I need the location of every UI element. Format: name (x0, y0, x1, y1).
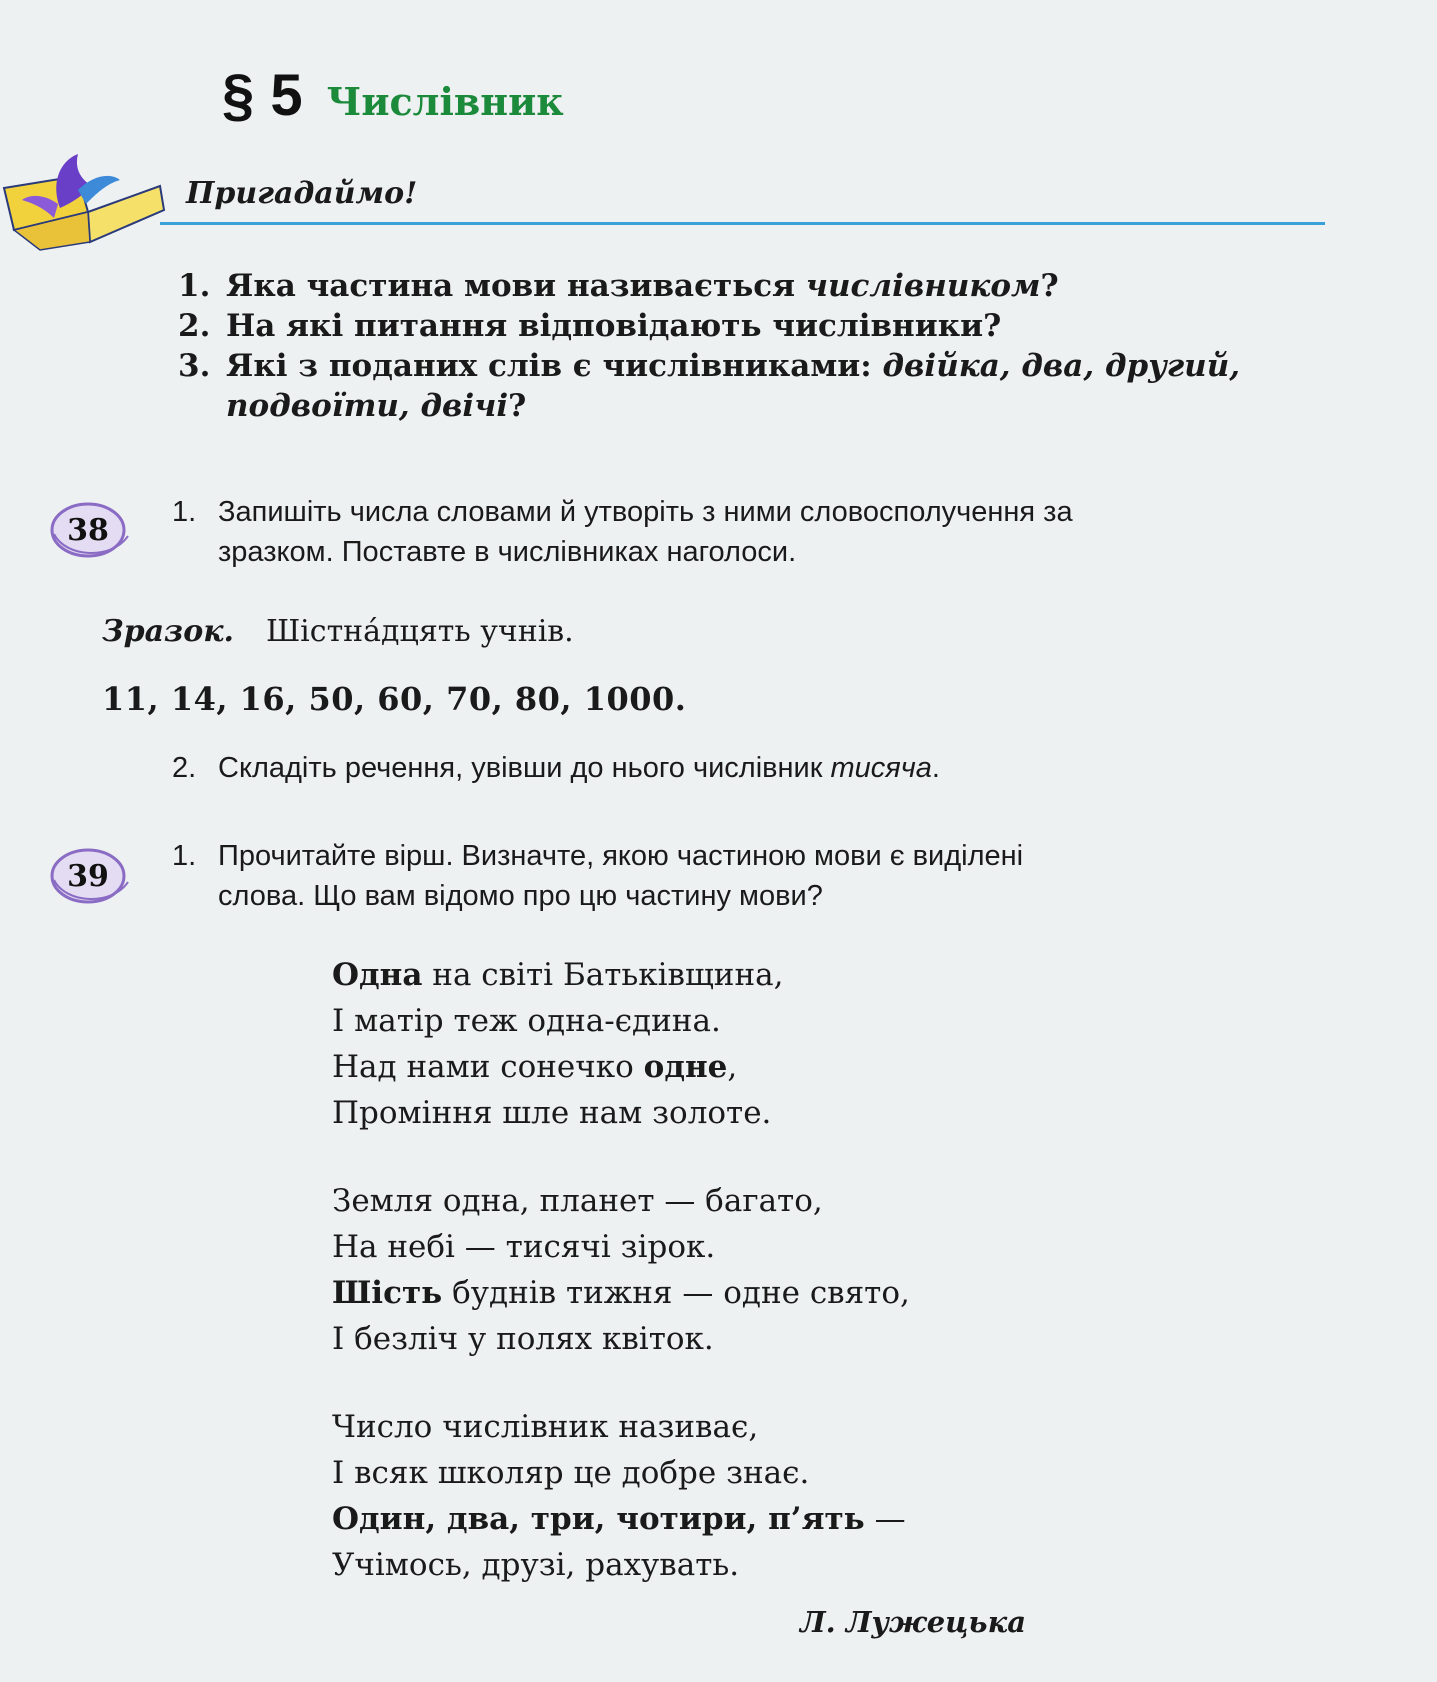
poem-text: , (727, 1049, 738, 1085)
poem-text: на світі Батьківщина, (422, 957, 784, 993)
question-emphasis: числівником (805, 268, 1041, 304)
exercise-38-task-2 (172, 748, 1332, 788)
poem-text: Над нами сонечко (332, 1049, 644, 1085)
poem-line (332, 1496, 906, 1542)
review-questions (178, 266, 1338, 426)
task-text (218, 492, 1073, 572)
poem-line (332, 1044, 783, 1090)
question-item (178, 306, 1338, 346)
question-text: На які питання відповідають числівники? (226, 308, 1002, 344)
highlighted-word: Один, два, три, чотири, п’ять (332, 1501, 865, 1537)
poem-text: буднів тижня — одне свято, (442, 1275, 910, 1311)
section-title: Числівник (326, 79, 564, 124)
poem-stanza-3 (332, 1404, 906, 1588)
question-emphasis: подвоїти, двічі (226, 388, 509, 424)
poem-line (332, 952, 783, 998)
numbers-list: 11, 14, 16, 50, 60, 70, 80, 1000. (102, 680, 687, 718)
task-line: слова. Що вам відомо про цю частину мови? (218, 880, 823, 912)
exercise-38-task-1 (172, 492, 1332, 572)
exercise-39-task-1 (172, 836, 1332, 916)
task-line: Запишіть числа словами й утворіть з ними словосполучення за (218, 496, 1073, 528)
question-emphasis: двійка, два, другий, (882, 348, 1241, 384)
poem-line: На небі — тисячі зірок. (332, 1229, 716, 1265)
sample-text: Шістна́дцять учнів. (265, 614, 574, 649)
highlighted-word: Одна (332, 957, 423, 993)
highlighted-word: одне (643, 1049, 728, 1085)
task-number: 1. (172, 496, 197, 528)
poem-line: Учімось, друзі, рахувать. (332, 1547, 740, 1583)
task-number: 2. (172, 752, 197, 784)
question-item (178, 266, 1338, 306)
poem-line (332, 1270, 910, 1316)
poem-stanza-2 (332, 1178, 910, 1362)
poem-line: Проміння шле нам золоте. (332, 1095, 772, 1131)
highlighted-word: Шість (332, 1275, 443, 1311)
poem-line: І безліч у полях квіток. (332, 1321, 714, 1357)
poem-line: Число числівник називає, (332, 1409, 759, 1445)
sample (102, 614, 574, 649)
sample-label: Зразок. (102, 614, 234, 649)
question-text-part: Яка частина мови називається (226, 268, 806, 304)
task-emphasis: тисяча (830, 752, 932, 784)
exercise-39-badge (46, 846, 130, 906)
poem-author: Л. Лужецька (800, 1605, 1026, 1639)
poem-line: І всяк школяр це добре знає. (332, 1455, 810, 1491)
poem-text: — (864, 1501, 906, 1537)
exercise-number: 38 (67, 512, 109, 548)
remember-block (0, 150, 1330, 260)
remember-title: Пригадаймо! (186, 176, 418, 211)
question-text (226, 346, 1338, 426)
task-line: зразком. Поставте в числівниках наголоси. (218, 536, 797, 568)
task-line: Складіть речення, увівши до нього числівник (218, 752, 831, 784)
book-bird-icon (0, 150, 170, 260)
poem-line: Земля одна, планет — багато, (332, 1183, 823, 1219)
task-line: Прочитайте вірш. Визначте, якою частиною мови є виділені (218, 840, 1024, 872)
exercise-number: 39 (67, 858, 109, 894)
remember-divider (160, 222, 1325, 225)
question-item (178, 346, 1338, 426)
task-text (218, 836, 1023, 916)
task-text (218, 748, 940, 788)
section-number: § 5 (222, 63, 303, 128)
question-number: 3. (178, 348, 211, 384)
section-heading (222, 62, 564, 129)
question-tail: ? (1040, 268, 1059, 304)
question-number: 1. (178, 268, 211, 304)
exercise-38-badge (46, 500, 130, 560)
task-tail: . (931, 752, 940, 784)
question-text (226, 266, 1338, 306)
question-number: 2. (178, 308, 211, 344)
question-text-part: Які з поданих слів є числівниками: (226, 348, 883, 384)
question-tail: ? (508, 388, 527, 424)
poem-stanza-1 (332, 952, 783, 1136)
task-number: 1. (172, 840, 197, 872)
poem-line: І матір теж одна-єдина. (332, 1003, 721, 1039)
